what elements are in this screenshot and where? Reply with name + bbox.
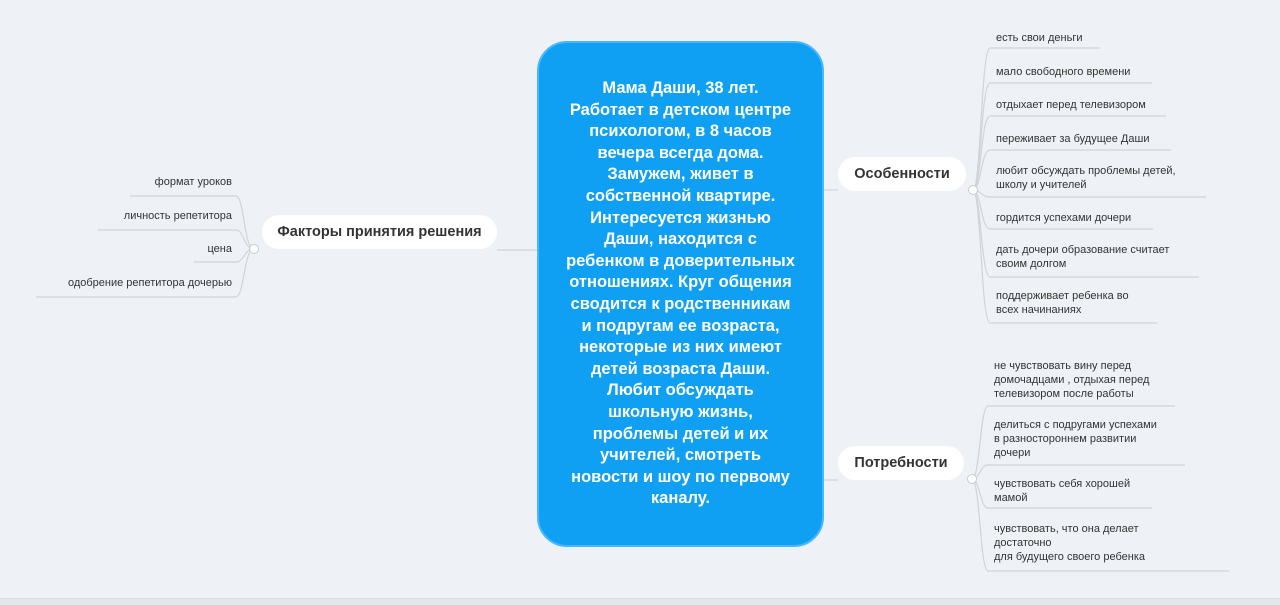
collapse-knob-factors[interactable] xyxy=(249,244,259,254)
feature-item-6[interactable]: гордится успехами дочери xyxy=(996,212,1132,224)
feature-item-5[interactable]: любит обсуждать проблемы детей, школу и учителей xyxy=(996,165,1176,191)
feature-item-3[interactable]: отдыхает перед телевизором xyxy=(996,99,1146,111)
need-item-4[interactable]: чувствовать, что она делает достаточно для будущего своего ребенка xyxy=(994,523,1146,563)
feature-item-1[interactable]: есть свои деньги xyxy=(996,32,1083,44)
topic-features[interactable] xyxy=(838,157,966,191)
need-item-3[interactable]: чувствовать себя хорошей мамой xyxy=(994,478,1131,504)
need-item-1[interactable]: не чувствовать вину перед домочадцами , отдыхая перед телевизором после работы xyxy=(994,360,1150,400)
collapse-knob-needs[interactable] xyxy=(967,474,977,484)
feature-item-7[interactable]: дать дочери образование считает своим долгом xyxy=(996,244,1170,270)
feature-item-2[interactable]: мало свободного времени xyxy=(996,66,1131,78)
central-node-text: Мама Даши, 38 лет. Работает в детском центре психологом, в 8 часов вечера всегда дома. Замужем, живет в собственной квартире. Интересуется жизнью Даши, находится с ребенком в доверительных отношениях. Круг общения сводится к родственникам и подругам ее возраста, некоторые из них имеют детей возраста Даши. Любит обсуждать школьную жизнь, проблемы детей и их учителей, смотреть новости и шоу по первому каналу. xyxy=(566,79,795,508)
need-item-2[interactable]: делиться с подругами успехами в разностороннем развитии дочери xyxy=(994,419,1157,459)
collapse-knob-features[interactable] xyxy=(968,185,978,195)
factor-item-3[interactable]: цена xyxy=(207,243,232,255)
factor-item-2[interactable]: личность репетитора xyxy=(123,210,232,222)
topic-needs-label: Потребности xyxy=(854,455,948,471)
factor-item-1[interactable]: формат уроков xyxy=(154,176,232,188)
topic-needs[interactable] xyxy=(838,446,964,480)
feature-item-8[interactable]: поддерживает ребенка во всех начинаниях xyxy=(996,290,1129,316)
central-node[interactable] xyxy=(537,41,824,547)
topic-factors[interactable] xyxy=(262,215,497,249)
feature-item-4[interactable]: переживает за будущее Даши xyxy=(996,133,1150,145)
topic-features-label: Особенности xyxy=(854,166,950,182)
topic-factors-label: Факторы принятия решения xyxy=(277,224,482,240)
factor-item-4[interactable]: одобрение репетитора дочерью xyxy=(67,277,232,289)
